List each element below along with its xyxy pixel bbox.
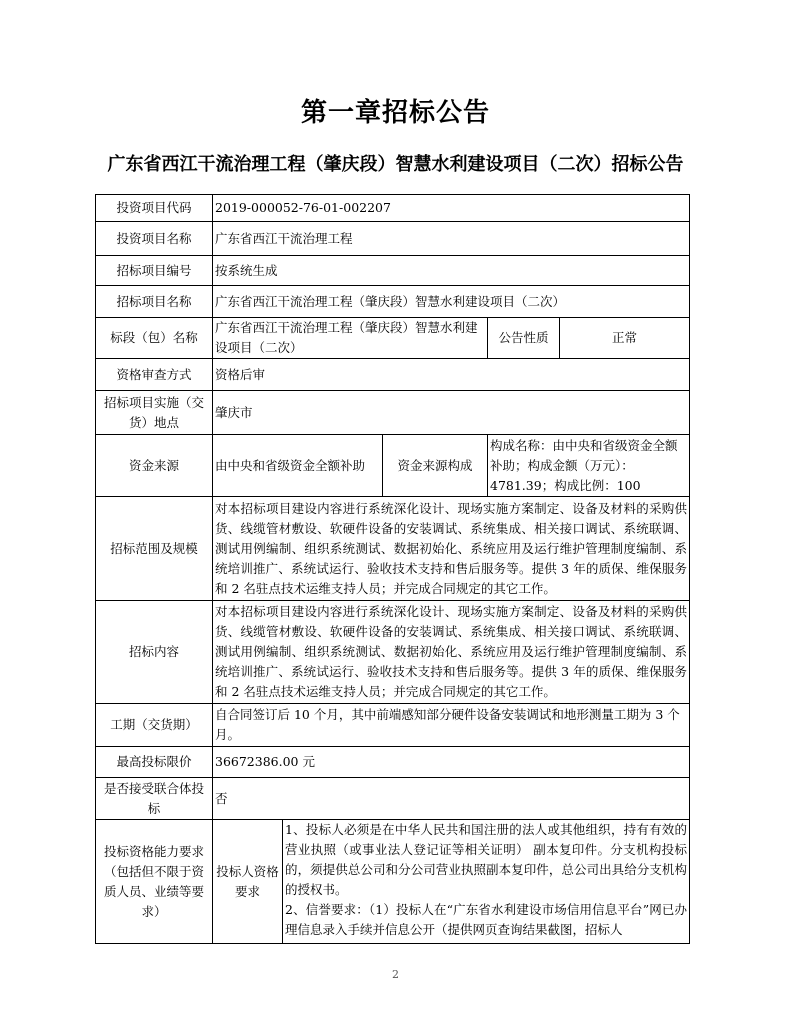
table-row [96,435,690,497]
page-number: 2 [392,968,399,981]
lot-name-label: 标段（包）名称 [96,318,213,359]
project-code-label: 投资项目代码 [96,195,213,222]
scope-label: 招标范围及规模 [96,497,213,601]
consortium-value: 否 [213,778,690,820]
table-row [96,704,690,747]
qualification-review-value: 资格后审 [213,359,690,391]
table-row [96,222,690,256]
project-code-value: 2019-000052-76-01-002207 [213,195,690,222]
tender-info-table [95,194,690,944]
funding-composition-label: 资金来源构成 [383,435,488,497]
table-row [96,195,690,222]
qualification-review-label: 资格审查方式 [96,359,213,391]
funding-label: 资金来源 [96,435,213,497]
content-label: 招标内容 [96,601,213,704]
notice-title: 广东省西江干流治理工程（肇庆段）智慧水利建设项目（二次）招标公告 [107,154,684,175]
bid-name-label: 招标项目名称 [96,286,213,318]
chapter-title: 第一章招标公告 [300,98,490,128]
table-row [96,747,690,778]
duration-label: 工期（交货期） [96,704,213,747]
bid-number-value: 按系统生成 [213,256,690,286]
bid-number-label: 招标项目编号 [96,256,213,286]
qualification-item-2: 2、信誉要求：（1）投标人在“广东省水利建设市场信用信息平台”网已办理信息录入手续并信息公开（提供网页查询结果截图，招标人 [285,902,688,937]
table-row [96,601,690,704]
notice-nature-value: 正常 [560,318,690,359]
notice-nature-label: 公告性质 [488,318,560,359]
location-value: 肇庆市 [213,391,690,435]
table-row [96,778,690,820]
funding-value: 由中央和省级资金全额补助 [213,435,383,497]
table-row [96,497,690,601]
max-price-value: 36672386.00 元 [213,747,690,778]
qualification-label: 投标资格能力要求（包括但不限于资质人员、业绩等要求） [96,820,213,944]
consortium-label: 是否接受联合体投标 [96,778,213,820]
funding-composition-value: 构成名称：由中央和省级资金全额补助；构成金额（万元）：4781.39；构成比例：100 [488,435,690,497]
max-price-label: 最高投标限价 [96,747,213,778]
bidder-qualification-label: 投标人资格要求 [213,820,283,944]
table-row [96,286,690,318]
bidder-qualification-value [283,820,690,944]
table-row [96,318,690,359]
lot-name-value: 广东省西江干流治理工程（肇庆段）智慧水利建设项目（二次） [213,318,488,359]
location-label: 招标项目实施（交货）地点 [96,391,213,435]
duration-value: 自合同签订后 10 个月，其中前端感知部分硬件设备安装调试和地形测量工期为 3 个月。 [213,704,690,747]
project-name-label: 投资项目名称 [96,222,213,256]
table-row [96,256,690,286]
bid-name-value: 广东省西江干流治理工程（肇庆段）智慧水利建设项目（二次） [213,286,690,318]
table-row [96,391,690,435]
qualification-item-1: 1、投标人必须是在中华人民共和国注册的法人或其他组织，持有有效的营业执照（或事业法人登记证等相关证明） 副本复印件。分支机构投标的，须提供总公司和分公司营业执照副本复印件，总公司出具给分支机构的授权书。 [285,822,688,897]
table-row [96,820,690,944]
content-value: 对本招标项目建设内容进行系统深化设计、现场实施方案制定、设备及材料的采购供货、线缆管材敷设、软硬件设备的安装调试、系统集成、相关接口调试、系统联调、测试用例编制、组织系统测试、数据初始化、系统应用及运行维护管理制度编制、系统培训推广、系统试运行、验收技术支持和售后服务等。提供 3 年的质保、维保服务和 2 名驻点技术运维支持人员；并完成合同规定的其它工作。 [213,601,690,704]
table-row [96,359,690,391]
project-name-value: 广东省西江干流治理工程 [213,222,690,256]
scope-value: 对本招标项目建设内容进行系统深化设计、现场实施方案制定、设备及材料的采购供货、线缆管材敷设、软硬件设备的安装调试、系统集成、相关接口调试、系统联调、测试用例编制、组织系统测试、数据初始化、系统应用及运行维护管理制度编制、系统培训推广、系统试运行、验收技术支持和售后服务等。提供 3 年的质保、维保服务和 2 名驻点技术运维支持人员；并完成合同规定的其它工作。 [213,497,690,601]
